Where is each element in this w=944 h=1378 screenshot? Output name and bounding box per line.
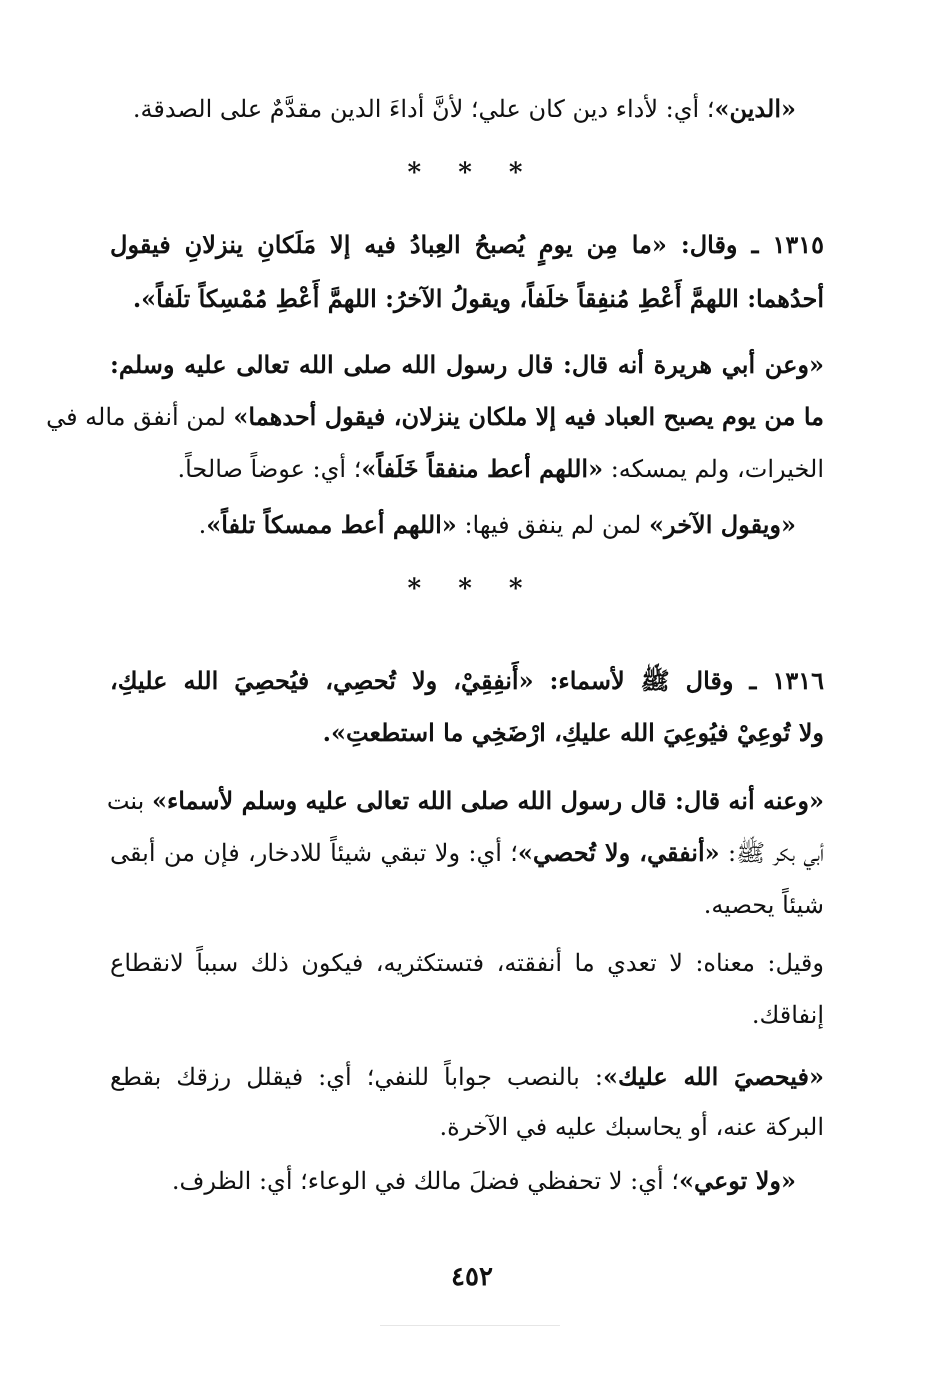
commentary-text: لمن لم ينفق فيها:	[456, 511, 649, 539]
commentary-text: بنت	[106, 787, 152, 815]
quoted-term: ما من يوم يصبح العباد فيه إلا ملكان ينزلان، فيقول أحدهما»	[233, 402, 824, 431]
paragraph-line: وقيل: معناه: لا تعدي ما أنفقته، فتستكثريه، فيكون ذلك سبباً لانقطاع	[110, 949, 824, 977]
section-separator: * * *	[407, 574, 537, 604]
paragraph-line	[110, 452, 824, 486]
paragraph-line	[106, 784, 824, 818]
hadith-heading-line: ١٣١٦ ـ وقال ﷺ لأسماء: «أَنفِقِيْ، ولا تُحصِي، فيُحصِيَ الله عليكِ،	[110, 666, 824, 695]
quoted-term: «اللهم أعط منفقاً خَلَفاً»	[361, 454, 604, 483]
paragraph-line: البركة عنه، أو يحاسبك عليه في الآخرة.	[439, 1113, 824, 1141]
quoted-term: «أنفقي، ولا تُحصي»	[517, 838, 720, 867]
commentary-text: ؛ أي: لا تحفظي فضلَ مالك في الوعاء؛ أي: الظرف.	[171, 1167, 679, 1195]
commentary-text: .	[198, 511, 207, 539]
page-number: ٤٥٢	[451, 1262, 493, 1292]
paragraph-line	[46, 400, 824, 434]
bottom-divider	[380, 1325, 560, 1326]
paragraph-line	[110, 1060, 824, 1094]
hadith-heading-line: ١٣١٥ ـ وقال: «ما مِن يومٍ يُصبحُ العِبادُ فيه إلا مَلَكانِ ينزلانِ فيقول	[110, 230, 824, 259]
commentary-text: ؛ أي: لأداء دين كان علي؛ لأنَّ أداءَ الدين مقدَّمٌ على الصدقة.	[132, 95, 715, 123]
quoted-term: «ويقول الآخر»	[648, 510, 796, 539]
commentary-text: : بالنصب جواباً للنفي؛ أي: فيقلل رزقك بقطع	[110, 1063, 603, 1091]
quoted-term: «وعنه أنه قال: قال رسول الله صلى الله تعالى عليه وسلم لأسماء»	[151, 786, 824, 815]
commentary-text: الخيرات، ولم يمسكه:	[603, 455, 824, 483]
commentary-text: لمن أنفق ماله في	[46, 403, 234, 431]
quoted-term: «ولا توعي»	[678, 1166, 796, 1195]
quoted-term: «الدين»	[714, 94, 796, 123]
hadith-heading-line: ولا تُوعِيْ فيُوعِيَ الله عليكِ، ارْضَخِي ما استطعتِ».	[322, 718, 824, 747]
hadith-heading-line: أحدُهما: اللهمَّ أَعْطِ مُنفِقاً خلَفاً، ويقولُ الآخرُ: اللهمَّ أَعْطِ مُمْسِكاً تلَفاً».	[132, 284, 824, 313]
paragraph-line	[110, 92, 796, 126]
paragraph-line	[110, 508, 796, 542]
paragraph-line: إنفاقك.	[751, 1001, 824, 1029]
paragraph-line: شيئاً يحصيه.	[703, 891, 824, 919]
paragraph-line	[110, 1164, 796, 1198]
quoted-term: «فيحصيَ الله عليك»	[602, 1062, 825, 1091]
commentary-text: ؛ أي: عوضاً صالحاً.	[177, 455, 362, 483]
commentary-text: ؛ أي: ولا تبقي شيئاً للادخار، فإن من أبقى	[110, 839, 518, 867]
quoted-term: «اللهم أعط ممسكاً تلفاً»	[206, 510, 457, 539]
section-separator: * * *	[407, 158, 537, 188]
paragraph-line	[110, 836, 824, 870]
commentary-text: أبي بكر ﷺ:	[719, 839, 825, 867]
paragraph-line: «وعن أبي هريرة أنه قال: قال رسول الله صلى الله تعالى عليه وسلم:	[110, 350, 824, 379]
